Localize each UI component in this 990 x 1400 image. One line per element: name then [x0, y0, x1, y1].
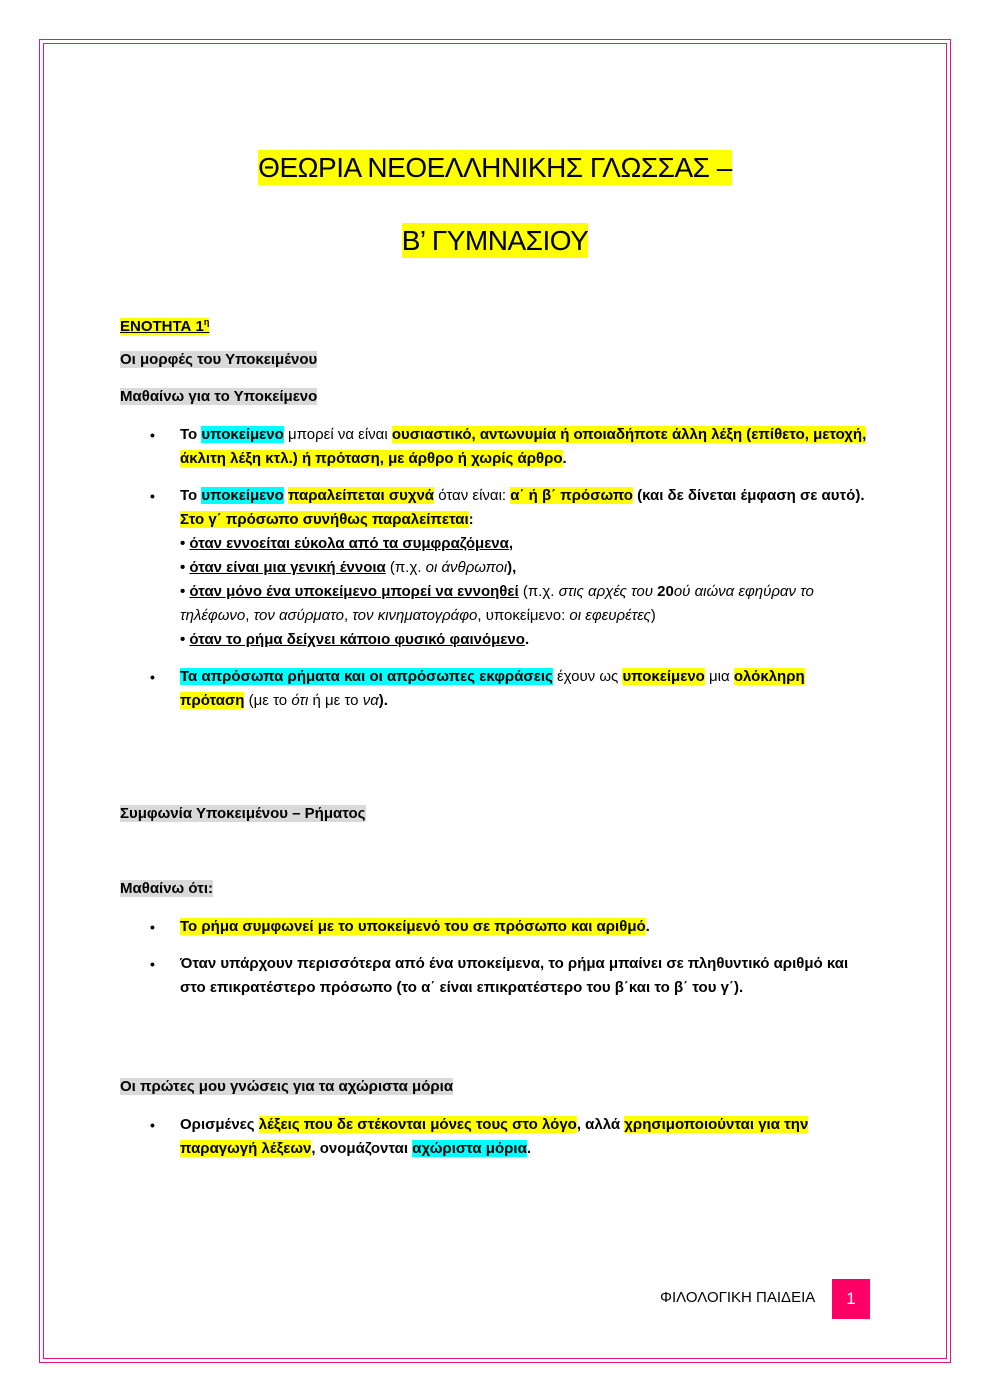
section2-subheading: Μαθαίνω ότι: [120, 880, 213, 897]
section3-list [120, 1113, 870, 1174]
section2-list [120, 915, 870, 1013]
section3-heading: Οι πρώτες μου γνώσεις για τα αχώριστα μόρια [120, 1078, 454, 1095]
footer-label: ΦΙΛΟΛΟΓΙΚΗ ΠΑΙΔΕΙΑ [660, 1289, 816, 1306]
list-item: • Όταν υπάρχουν περισσότερα από ένα υποκείμενα, το ρήμα μπαίνει σε πληθυντικό αριθμό και στο επικρατέστερο πρόσωπο (το α΄ είναι επικρατέστερο του β΄και το β΄ του γ΄). [120, 952, 870, 1000]
list-item: • Το ρήμα συμφωνεί με το υποκείμενό του σε πρόσωπο και αριθμό. [120, 915, 870, 939]
section1-list [120, 423, 870, 726]
unit-label: ΕΝΟΤΗΤΑ $1^\eta$ [120, 317, 210, 335]
list-item: • Τα απρόσωπα ρήματα και οι απρόσωπες εκφράσεις έχουν ως υποκείμενο μια ολόκληρη πρόταση (με το ότι ή με το να). [120, 665, 870, 713]
section1-heading: Οι μορφές του Υποκειμένου [120, 351, 318, 368]
document-title-line1: ΘΕΩΡΙΑ ΝΕΟΕΛΛΗΝΙΚΗΣ ΓΛΩΣΣΑΣ – [258, 152, 732, 183]
page-number-badge: 1 [832, 1279, 870, 1319]
document-title-line2: Β’ ΓΥΜΝΑΣΙΟΥ [401, 225, 589, 256]
section2-heading: Συμφωνία Υποκειμένου – Ρήματος [120, 805, 366, 822]
list-item: • Το υποκείμενο μπορεί να είναι ουσιαστικό, αντωνυμία ή οποιαδήποτε άλλη λέξη (επίθετο, μετοχή, άκλιτη λέξη κτλ.) ή πρόταση, με άρθρο ή χωρίς άρθρο. [120, 423, 870, 471]
list-item: • Ορισμένες λέξεις που δε στέκονται μόνες τους στο λόγο, αλλά χρησιμοποιούνται για την παραγωγή λέξεων, ονομάζονται αχώριστα μόρια. [120, 1113, 870, 1161]
section1-subheading: Μαθαίνω για το Υποκείμενο [120, 388, 318, 405]
list-item: • Το υποκείμενο παραλείπεται συχνά όταν είναι: α΄ ή β΄ πρόσωπο (και δε δίνεται έμφαση σε αυτό). Στο γ΄ πρόσωπο συνήθως παραλείπεται: • όταν εννοείται εύκολα από τα συμφραζόμενα, • όταν είναι μια γενική έννοια (π.χ. οι άνθρωποι), • όταν μόνο ένα υποκείμενο μπορεί να εννοηθεί (π.χ. στις αρχές του 20ού αιώνα εφηύραν το τηλέφωνο, τον ασύρματο, τον κινηματογράφο, υποκείμενο: οι εφευρέτες) • όταν το ρήμα δείχνει κάποιο φυσικό φαινόμενο. [120, 484, 870, 652]
